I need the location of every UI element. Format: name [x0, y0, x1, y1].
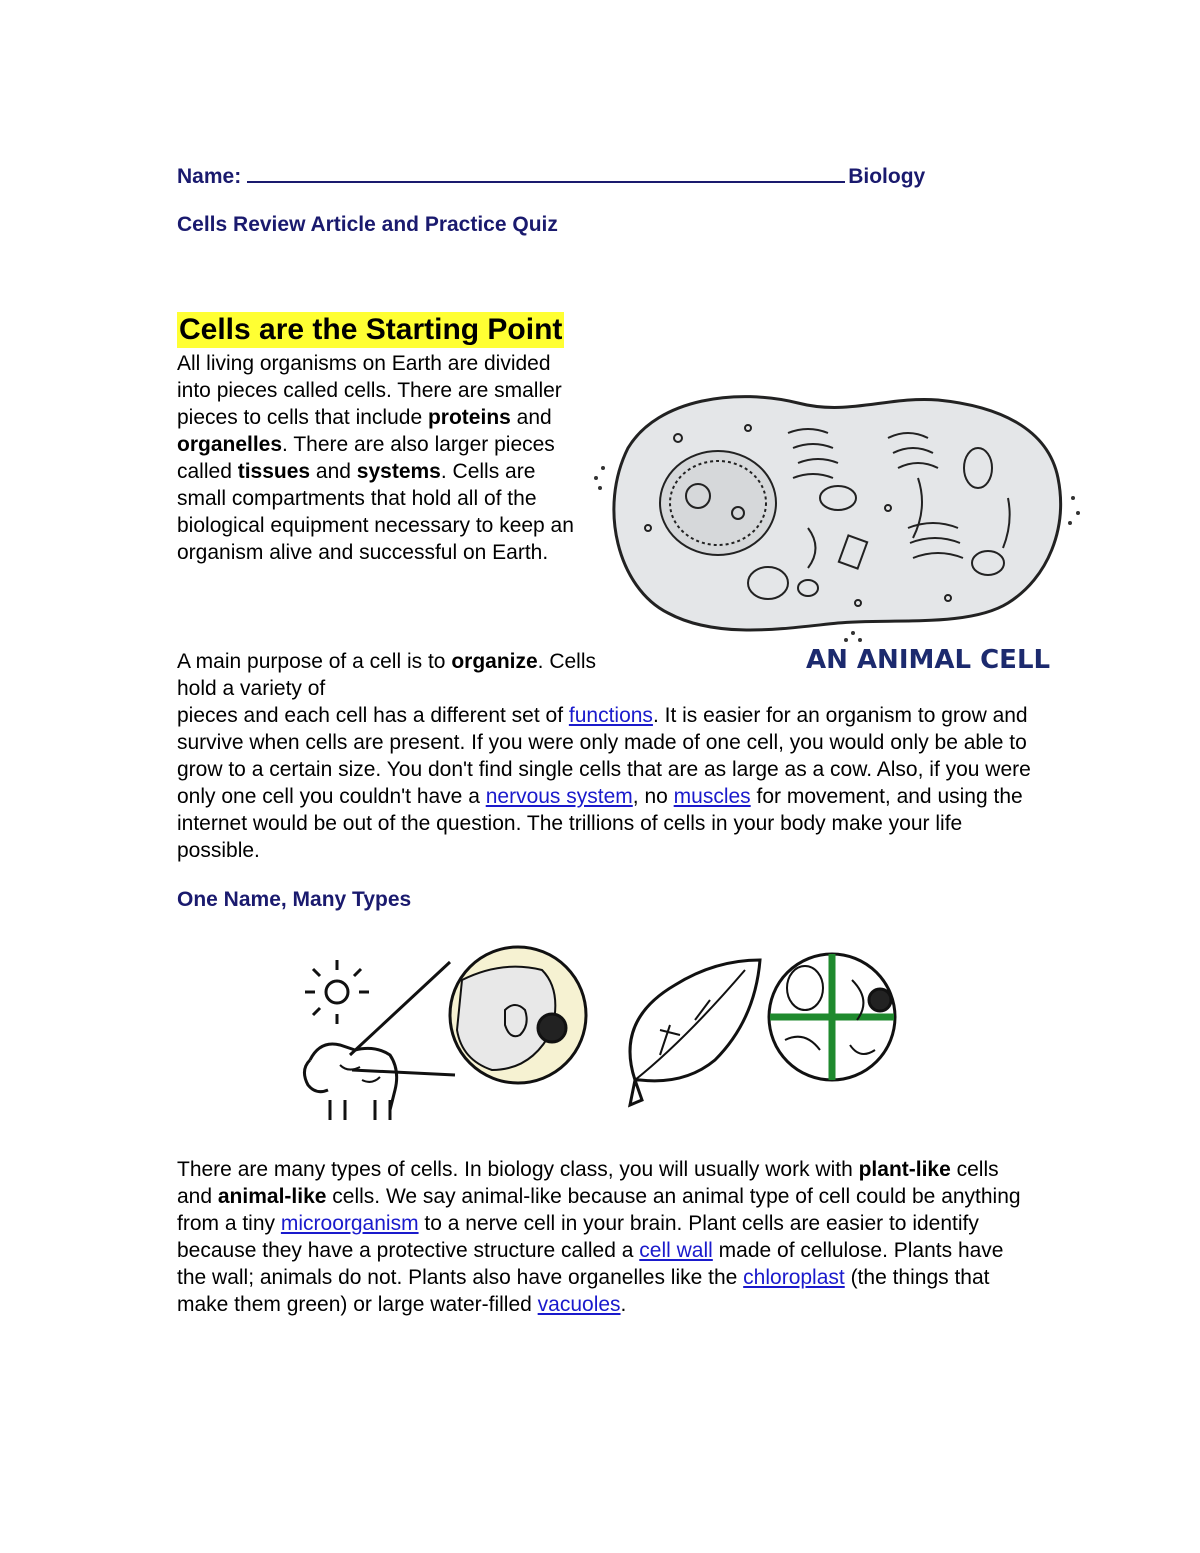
link-microorganism[interactable]: microorganism	[280, 1212, 419, 1235]
course-label: Biology	[848, 165, 926, 188]
name-label: Name:	[177, 165, 242, 188]
link-nervous-system[interactable]: nervous system	[485, 785, 633, 808]
link-muscles[interactable]: muscles	[673, 785, 751, 808]
link-functions[interactable]: functions	[568, 704, 653, 727]
plant-cell-magnifier-illustration	[620, 950, 910, 1120]
section-heading-types: One Name, Many Types	[177, 888, 412, 911]
link-vacuoles[interactable]: vacuoles	[537, 1293, 621, 1316]
paragraph-intro: All living organisms on Earth are divided into pieces called cells. There are smaller pieces to cells that include proteins and organelles. There are also larger pieces called tissues and systems. Cells are small compartments that hold all of the biological equipment necessary to keep an organism alive and successful on Earth.	[177, 352, 574, 564]
paragraph-purpose-start: A main purpose of a cell is to organize. Cells hold a variety of	[177, 650, 597, 700]
animal-cell-magnifier-illustration	[290, 940, 600, 1125]
document-subtitle: Cells Review Article and Practice Quiz	[177, 213, 558, 236]
name-line	[177, 163, 925, 189]
section-heading-starting-point: Cells are the Starting Point	[179, 313, 563, 346]
link-chloroplast[interactable]: chloroplast	[743, 1266, 845, 1289]
paragraph-cell-types: There are many types of cells. In biology class, you will usually work with plant-like cells and animal-like cells. We say animal-like because an animal type of cell could be anything from a tiny microorganism to a nerve cell in your brain. Plant cells are easier to identify because they have a protective structure called a cell wall made of cellulose. Plants have the wall; animals do not. Plants also have organelles like the chloroplast (the things that make them green) or large water-filled vacuoles.	[177, 1158, 1021, 1316]
link-cell-wall[interactable]: cell wall	[639, 1239, 713, 1262]
name-blank[interactable]	[247, 163, 845, 183]
paragraph-purpose-cont: pieces and each cell has a different set of functions. It is easier for an organism to grow and survive when cells are present. If you were only made of one cell, you would only be able to grow to a certain size. You don't find single cells that are as large as a cow. Also, if you were only one cell you couldn't have a nervous system, no muscles for movement, and using the internet would be out of the question. The trillions of cells in your body make your life possible.	[177, 704, 1031, 862]
animal-cell-illustration	[588, 378, 1088, 678]
figure-caption: AN ANIMAL CELL	[806, 645, 1051, 675]
